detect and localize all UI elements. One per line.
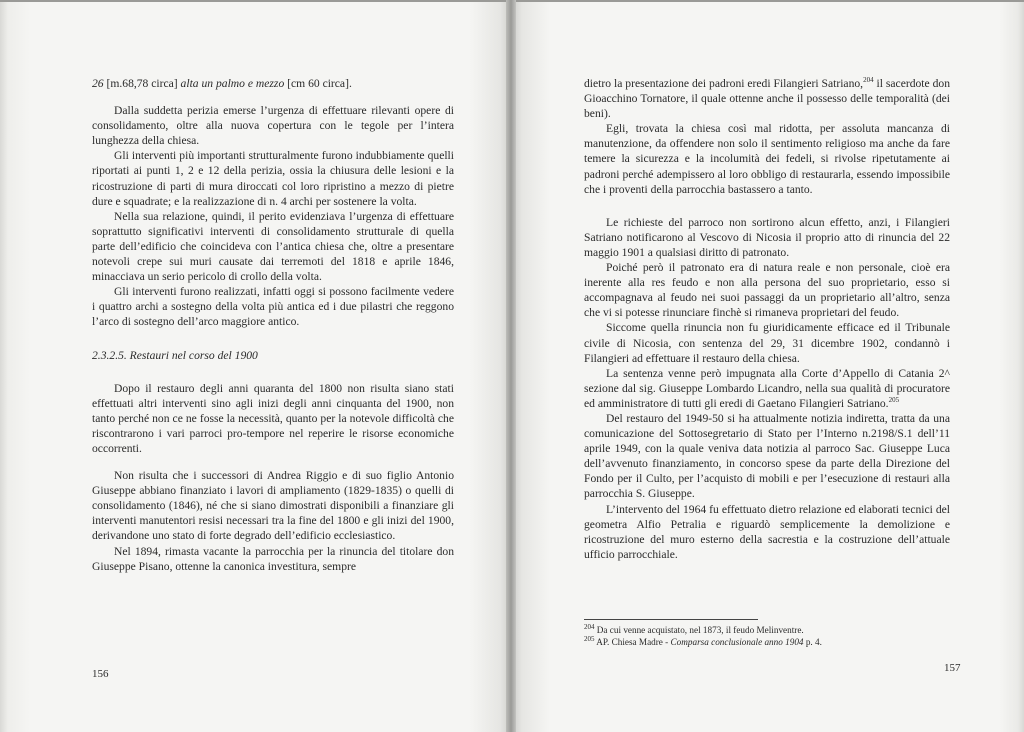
paragraph: Del restauro del 1949-50 si ha attualmente notizia indiretta, tratta da una comunicazione del Sottosegretario di Stato per l’Interno n.2198/S.1 dell’11 aprile 1949, con la quale veniva data notizia al parroco Sac. Giuseppe Luca dell’avvenuto finanziamento, in concorso spese da parte della Direzione del Fondo per il Culto, per l’acquisto di mobili e per l’esecuzione di restauri alla parrocchia S. Giuseppe. bbox=[584, 411, 950, 501]
left-page bbox=[0, 0, 510, 732]
paragraph: Siccome quella rinuncia non fu giuridicamente efficace ed il Tribunale civile di Nicosia, con sentenza del 29, 31 dicembre 1902, condannò i Filangieri ad effettuare il restauro della chiesa. bbox=[584, 321, 950, 365]
paragraph-text: La sentenza venne però impugnata alla Corte d’Appello di Catania 2^ sezione dal sig. Giuseppe Lombardo Licandro, nella sua qualità di procuratore ed amministratore di tutti gli eredi di Gaetano Filangieri Satriano. bbox=[584, 366, 950, 410]
measure-italic: alta un palmo e mezzo bbox=[180, 77, 285, 90]
footnote bbox=[584, 636, 950, 648]
measure-text-end: [cm 60 circa]. bbox=[284, 77, 352, 90]
paragraph: Poiché però il patronato era di natura reale e non personale, cioè era inerente alla res feudo e non alla persona del suo proprietario, esso si accompagnava al feudo nei suoi passaggi da un proprietario all’altro, senza che vi si potesse rinunciare finchè si rimaneva proprietari del feudo. bbox=[584, 261, 950, 320]
paragraph-text: il sacerdote don Gioacchino Tornatore, il quale ottenne anche il possesso delle temporalità (dei beni). bbox=[584, 77, 950, 121]
footnote-text: Da cui venne acquistato, nel 1873, il feudo Melinventre. bbox=[594, 625, 804, 635]
footnote-mark: 204 bbox=[584, 622, 595, 631]
paragraph: Nel 1894, rimasta vacante la parrocchia per la rinuncia del titolare don Giuseppe Pisano, ottenne la canonica investitura, sempre bbox=[92, 544, 454, 573]
paragraph: Le richieste del parroco non sortirono alcun effetto, anzi, i Filangieri Satriano notificarono al Vescovo di Nicosia il proprio atto di rinuncia del 22 maggio 1901 a qualsiasi diritto di patronato. bbox=[584, 215, 950, 259]
paragraph-text: dietro la presentazione dei padroni eredi Filangieri Satriano, bbox=[584, 77, 864, 90]
footnote bbox=[584, 624, 950, 636]
footnote-text: AP. Chiesa Madre - bbox=[594, 637, 671, 647]
paragraph bbox=[584, 76, 950, 121]
right-page bbox=[510, 0, 1024, 732]
paragraph: Egli, trovata la chiesa così mal ridotta, per assoluta mancanza di manutenzione, da offendere non solo il sentimento religioso ma anche da fare temere la sicurezza e la incolumità dei fedeli, si rivolse ripetutamente ai padroni perché adempissero al loro obbligo di restaurarla, essendo impossibile che i proventi della parrocchia bastassero a tanto. bbox=[584, 122, 950, 196]
paragraph: Dalla suddetta perizia emerse l’urgenza di effettuare rilevanti opere di consolidamento, oltre alla nuova copertura con le tegole per l’intera lunghezza della chiesa. bbox=[92, 104, 454, 148]
paragraph: Gli interventi furono realizzati, infatti oggi si possono facilmente vedere i quattro archi a sostegno della volta più antica ed i due pilastri che reggono l’arco di sostegno dell’arco maggiore antico. bbox=[92, 285, 454, 329]
paragraph: L’intervento del 1964 fu effettuato dietro relazione ed elaborati tecnici del geometra Alfio Petralia e riguardò semplicemente la demolizione e ricostruzione del muro esterno della sacrestia e la costruzione dell’attuale ufficio parrocchiale. bbox=[584, 502, 950, 561]
paragraph: Gli interventi più importanti strutturalmente furono indubbiamente quelli riportati ai punti 1, 2 e 12 della perizia, ossia la chiusura delle lesioni e la ricostruzione di parti di mura diroccati col loro ripristino a mezzo di pietre dure e squadrate; e la realizzazione di n. 4 archi per sostenere la volta. bbox=[92, 149, 454, 208]
footnote-divider bbox=[584, 619, 758, 620]
footnote-text-end: p. 4. bbox=[803, 637, 822, 647]
measure-text: [m.68,78 circa] bbox=[103, 77, 181, 90]
opening-line bbox=[92, 76, 454, 91]
page-number: 157 bbox=[944, 662, 961, 674]
paragraph: Nella sua relazione, quindi, il perito evidenziava l’urgenza di effettuare soprattutto significativi interventi di consolidamento strutturale di quella parte dell’edificio che coincideva con l’antica chiesa che, oltre a presentare notevoli crepe sui muri causate dai terremoti del 1818 e aprile 1846, minacciava un serio pericolo di crollo della volta. bbox=[92, 209, 454, 284]
footnote-ref: 204 bbox=[863, 76, 874, 85]
footnotes bbox=[584, 624, 950, 648]
paragraph bbox=[584, 366, 950, 411]
footnote-mark: 205 bbox=[584, 634, 595, 643]
book-gutter bbox=[506, 0, 516, 732]
page-number: 156 bbox=[92, 668, 109, 680]
page-edge bbox=[510, 0, 1024, 2]
paragraph: Non risulta che i successori di Andrea Riggio e di suo figlio Antonio Giuseppe abbiano finanziato i lavori di ampliamento (1829-1835) o quelli di consolidamento (1846), né che si siano dimostrati disponibili a finanziare gli interventi manutentori resisi necessari tra la fine del 1800 e gli inizi del 1900, derivandone uno stato di forte degrado dell’edificio ecclesiastico. bbox=[92, 469, 454, 543]
item-number: 26 bbox=[92, 77, 104, 90]
section-heading: 2.3.2.5. Restauri nel corso del 1900 bbox=[92, 348, 258, 362]
footnote-ref: 205 bbox=[888, 396, 900, 405]
left-text-block bbox=[92, 76, 454, 574]
paragraph: Dopo il restauro degli anni quaranta del 1800 non risulta siano stati effettuati altri interventi sino agli inizi degli anni cinquanta del 1900, non tanto perché non ce ne fosse la necessità, quanto per la notevole difficoltà che riscontrarono i vari parroci pro-tempore nel reperire le risorse economiche occorrenti. bbox=[92, 381, 454, 455]
footnote-title: Comparsa conclusionale anno 1904 bbox=[670, 637, 804, 647]
page-edge bbox=[0, 0, 510, 2]
right-text-block bbox=[584, 76, 950, 562]
